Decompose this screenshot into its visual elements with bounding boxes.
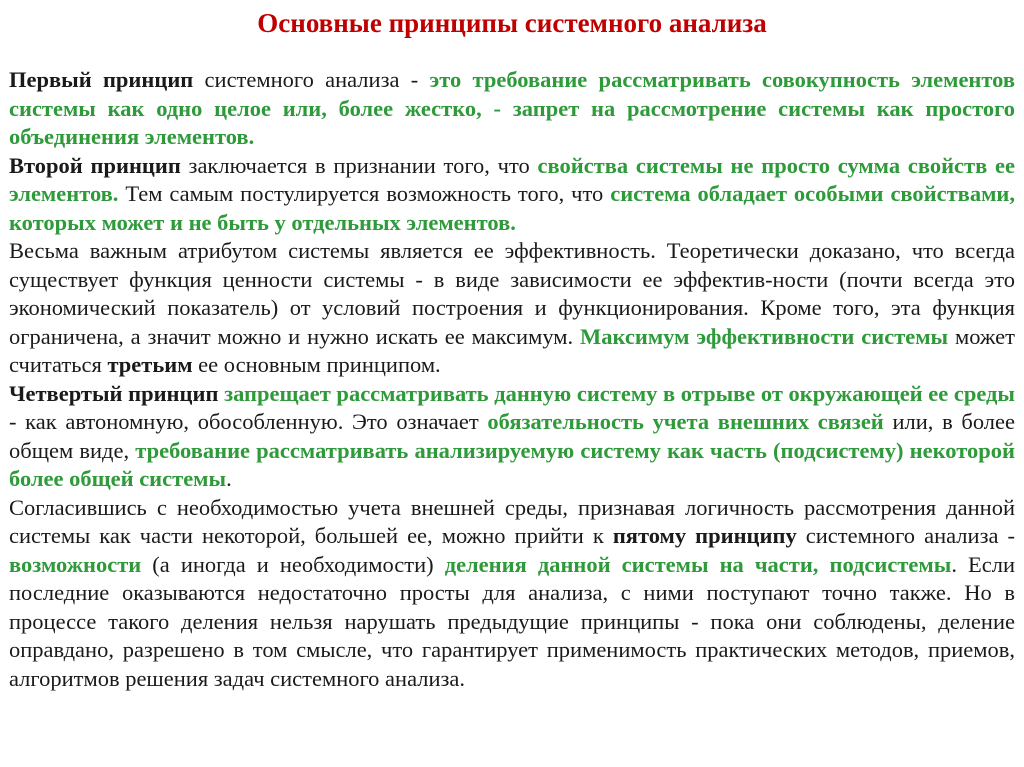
text-run: может считаться <box>9 323 1016 377</box>
highlight-run: деления данной системы на части, подсистемы <box>444 551 952 577</box>
highlight-run: свойства системы не просто сумма свойств ее элементов. <box>9 152 1015 206</box>
bold-run: третьим <box>107 352 193 377</box>
paragraph-principle-3 <box>9 237 1015 380</box>
text-run: - как автономную, обособленную. Это означает <box>9 409 488 434</box>
text-run: Согласившись с необходимостью учета внешней среды, признавая логичность рассмотрения данной системы как части некоторой, большей ее, можно прийти к <box>9 494 1015 548</box>
highlight-run: обязательность учета внешних связей <box>487 409 884 434</box>
text-run: системного анализа - <box>193 67 430 92</box>
text-run: заключается в признании того, что <box>180 152 538 178</box>
paragraph-principle-1 <box>9 66 1015 152</box>
text-run: Весьма важным атрибутом системы является ее эффективность. Теоретически доказано, что всегда существует функция ценности системы - в виде зависимости ее эффектив-ности (почти всегда это экономический показатель) от условий построения и функционирования. Кроме того, эта функция ограничена, а значит можно и нужно искать ее максимум. <box>9 238 1015 349</box>
paragraph-principle-4 <box>9 380 1015 494</box>
bold-run: пятому принципу <box>612 523 797 548</box>
highlight-run: возможности <box>9 551 142 577</box>
paragraph-principle-5 <box>9 494 1015 694</box>
highlight-run: запрещает рассматривать данную систему в отрыве от окружающей ее среды <box>224 380 1016 406</box>
bold-run: Первый принцип <box>9 67 194 92</box>
highlight-run: это требование рассматривать совокупность элементов системы как одно целое или, более жестко, - запрет на рассмотрение системы как простого объединения элементов. <box>9 67 1015 149</box>
text-run: ее основным принципом. <box>192 352 441 377</box>
text-run: . <box>226 466 232 491</box>
page-title: Основные принципы системного анализа <box>257 8 767 38</box>
highlight-run: Максимум эффективности системы <box>580 323 949 349</box>
text-run: или, в более общем виде, <box>9 409 1015 463</box>
text-run: . Если последние оказываются недостаточно просты для анализа, с ними поступают точно также. Но в процессе такого деления нельзя нарушать предыдущие принципы - пока они соблюдены, деление оправдано, разрешено в том смысле, что гарантирует применимость практических методов, приемов, алгоритмов решения задач системного анализа. <box>9 551 1015 691</box>
highlight-run: система обладает особыми свойствами, которых может и не быть у отдельных элементов. <box>9 181 1015 235</box>
body-text <box>9 66 1015 693</box>
bold-run: Четвертый принцип <box>9 380 219 406</box>
text-run: Тем самым постулируется возможность того, что <box>118 181 611 206</box>
bold-run: Второй принцип <box>9 152 181 178</box>
highlight-run: требование рассматривать анализируемую систему как часть (подсистему) некоторой более общей системы <box>9 437 1015 491</box>
text-run: (а иногда и необходимости) <box>141 551 445 577</box>
paragraph-principle-2 <box>9 152 1015 238</box>
text-run: системного анализа - <box>796 523 1015 548</box>
